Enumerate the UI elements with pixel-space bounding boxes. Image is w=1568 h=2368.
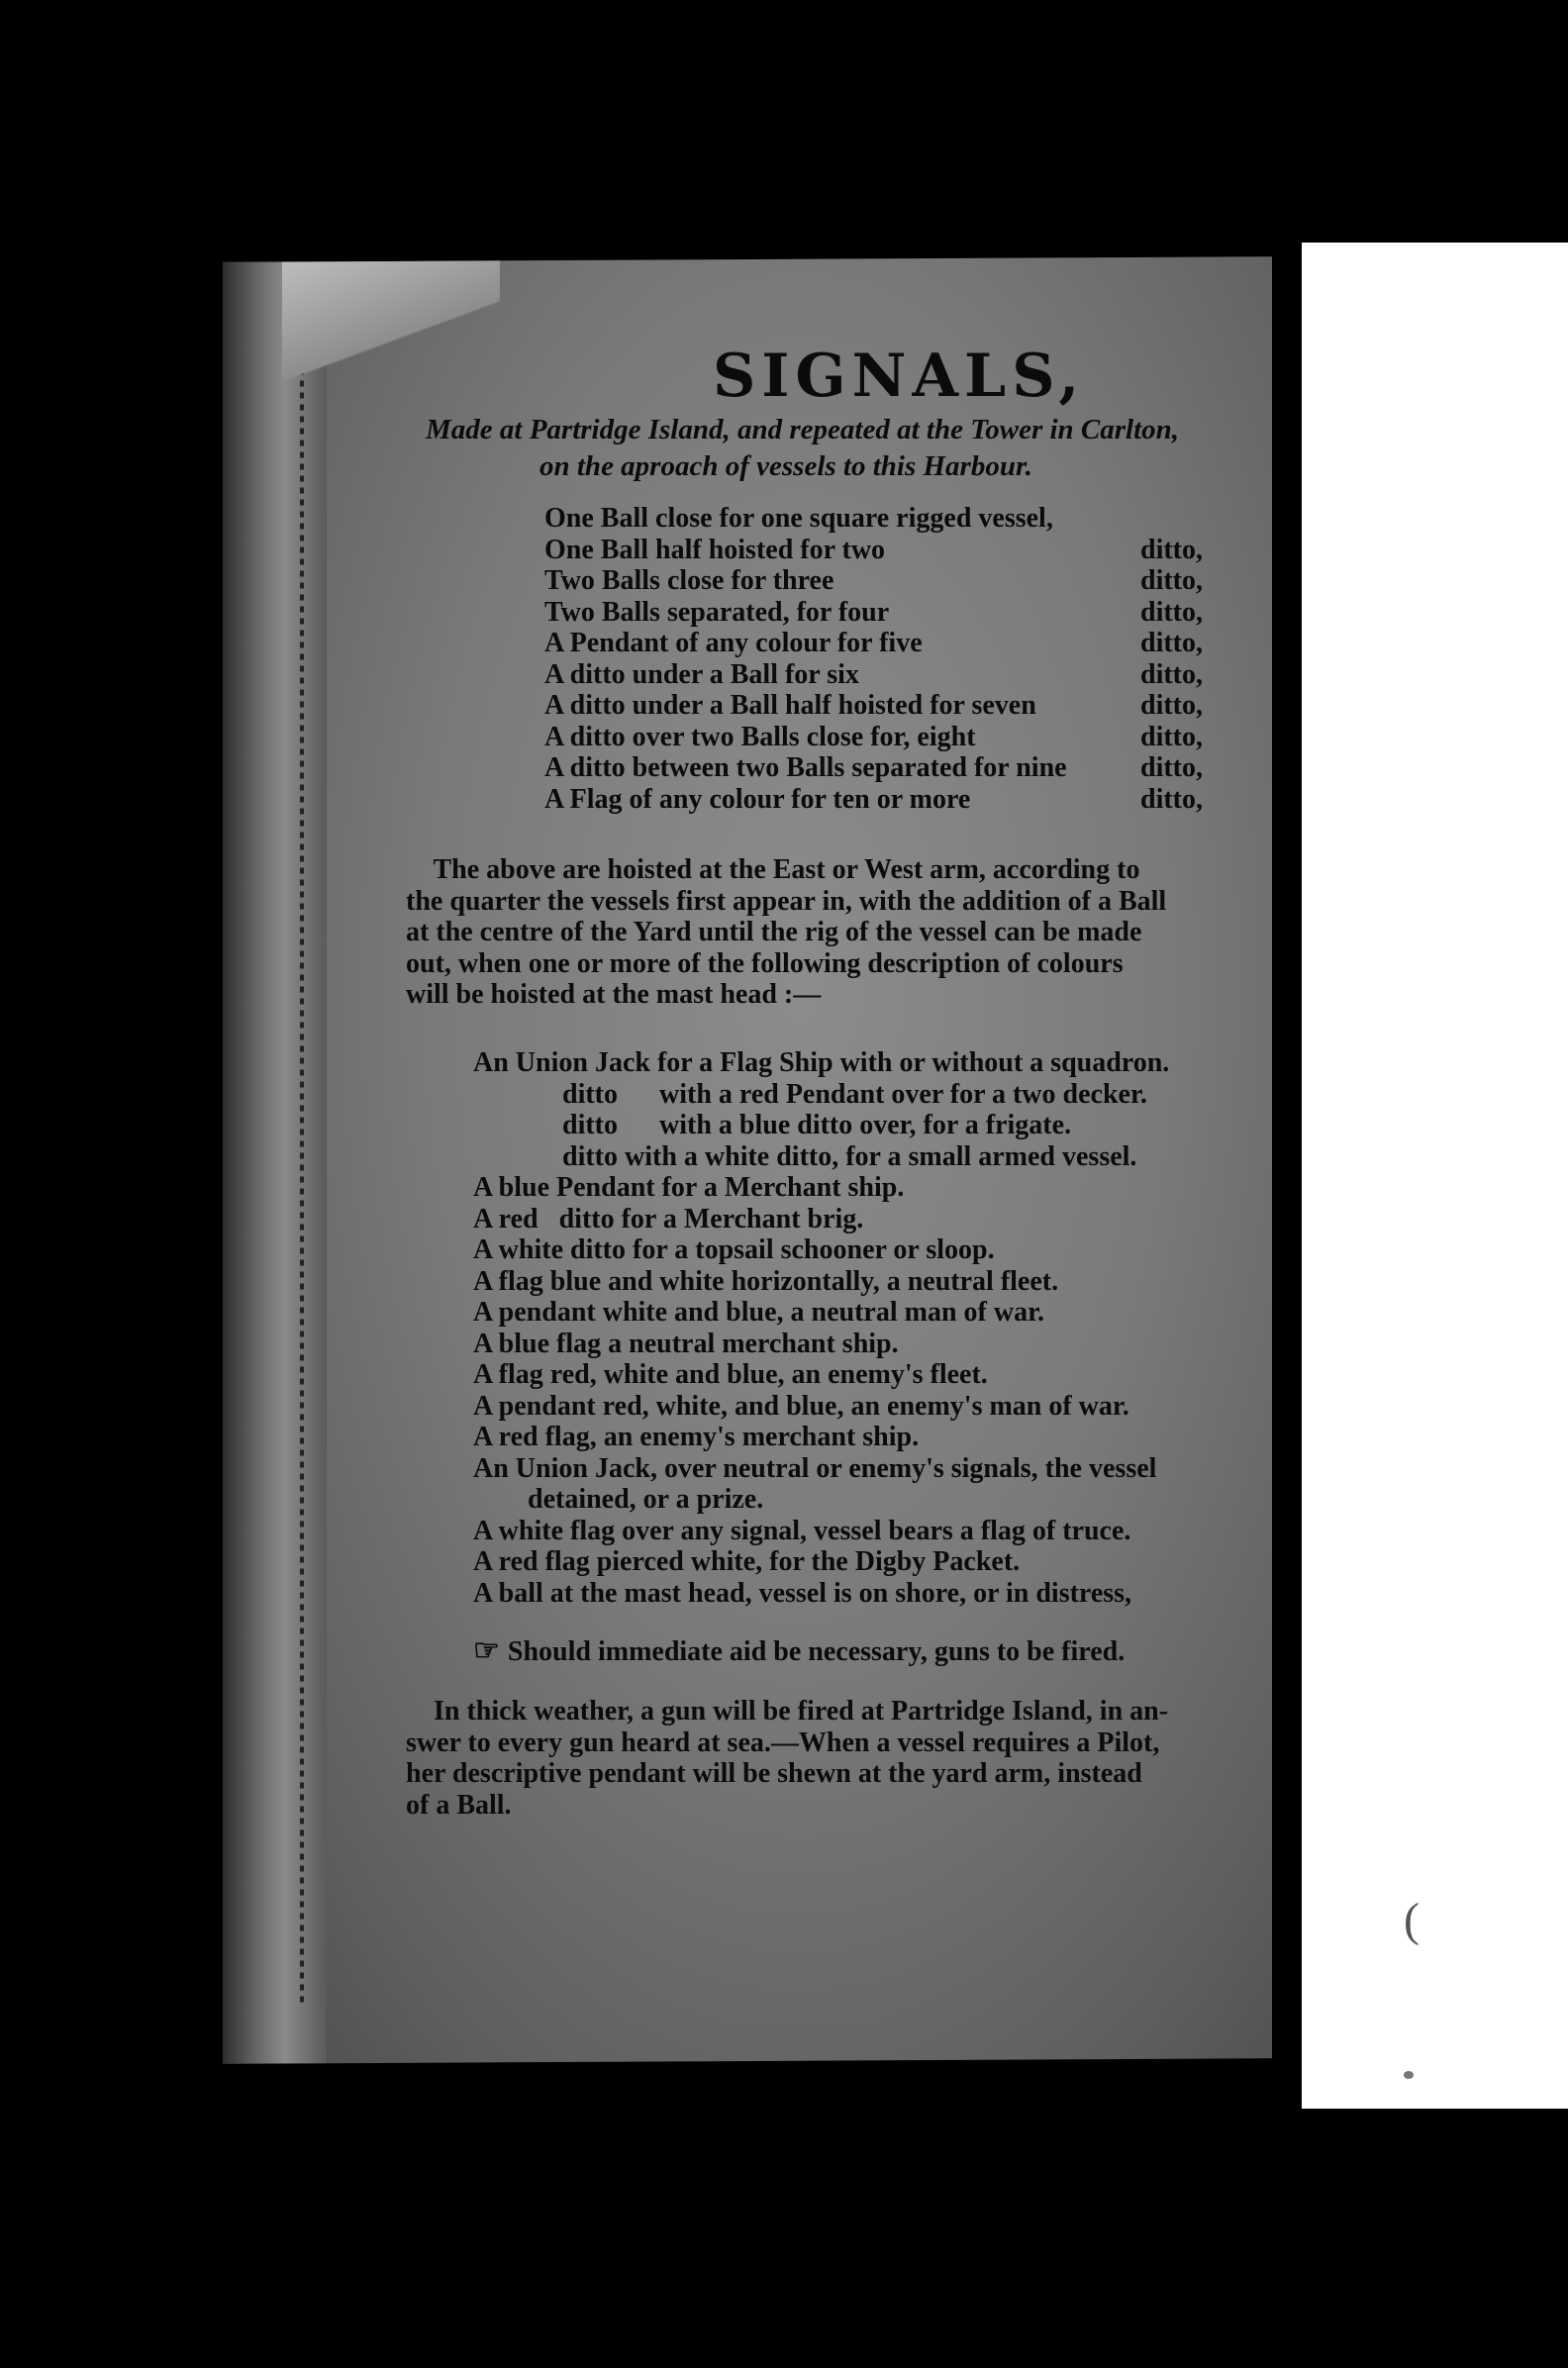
signal-row (544, 722, 1203, 753)
colour-signal-line: A blue Pendant for a Merchant ship. (473, 1172, 905, 1203)
signal-ditto: ditto, (1140, 534, 1203, 565)
facing-page-mark: ( (1404, 1894, 1420, 1946)
paragraph-line: out, when one or more of the following description of colours (406, 947, 1124, 979)
colour-signal-line: An Union Jack, over neutral or enemy's signals, the vessel (473, 1452, 1157, 1484)
paragraph-line: the quarter the vessels first appear in, with the addition of a Ball (406, 885, 1167, 917)
signal-description: A ditto over two Balls close for, eight (544, 721, 976, 752)
signal-ditto: ditto, (1140, 565, 1203, 596)
colour-list (473, 1047, 1169, 1609)
colour-signal-line: detained, or a prize. (528, 1484, 764, 1515)
signal-description: A ditto between two Balls separated for nine (544, 752, 1067, 783)
signal-ditto: ditto, (1140, 690, 1203, 721)
colour-signal-line: A white flag over any signal, vessel bears a flag of truce. (473, 1515, 1131, 1546)
colour-signal-line: A blue flag a neutral merchant ship. (473, 1328, 899, 1359)
signal-ditto: ditto, (1140, 721, 1203, 752)
signal-description: One Ball close for one square rigged vessel, (544, 503, 1053, 534)
colour-signal-line: A pendant red, white, and blue, an enemy's man of war. (473, 1390, 1129, 1422)
pointer-note-text: Should immediate aid be necessary, guns to be fired. (507, 1636, 1126, 1667)
signal-row (544, 784, 1203, 816)
paragraph-line: her descriptive pendant will be shewn at the yard arm, instead (406, 1758, 1142, 1789)
colour-signal-line: A red flag, an enemy's merchant ship. (473, 1422, 920, 1452)
signal-description: A ditto under a Ball for six (544, 658, 859, 690)
signal-row (544, 752, 1203, 784)
colour-signal-line: A red ditto for a Merchant brig. (473, 1203, 864, 1234)
facing-page-edge (1302, 243, 1568, 2109)
signal-description: A ditto under a Ball half hoisted for seven (544, 690, 1036, 721)
subtitle-line-1: Made at Partridge Island, and repeated at the Tower in Carlton, (426, 414, 1180, 445)
page-title: SIGNALS, (713, 342, 1086, 411)
paragraph-line: In thick weather, a gun will be fired at Partridge Island, in an- (406, 1696, 1169, 1727)
signal-ditto: ditto, (1140, 628, 1203, 658)
paragraph-line: of a Ball. (406, 1789, 512, 1821)
torn-corner (282, 260, 500, 380)
signal-row (544, 565, 1203, 597)
colour-signal-line: A flag blue and white horizontally, a neutral fleet. (473, 1265, 1059, 1297)
colour-signal-line: ditto with a blue ditto over, for a frigate. (562, 1110, 1072, 1140)
pointer-note (473, 1633, 1125, 1668)
colour-signal-line: ditto with a red Pendant over for a two decker. (562, 1078, 1147, 1110)
subtitle-line-2: on the aproach of vessels to this Harbour. (539, 450, 1032, 482)
colour-signal-line: A flag red, white and blue, an enemy's fleet. (473, 1359, 988, 1390)
pointing-hand-icon: ☞ (473, 1634, 500, 1667)
signal-row (544, 628, 1203, 659)
colour-signal-line: ditto with a white ditto, for a small armed vessel. (562, 1140, 1137, 1172)
signal-description: Two Balls separated, for four (544, 596, 890, 628)
signal-row (544, 503, 1203, 535)
paragraph-line: swer to every gun heard at sea.—When a vessel requires a Pilot, (406, 1727, 1160, 1758)
paragraph-weather (406, 1696, 1168, 1821)
signal-ditto: ditto, (1140, 658, 1203, 690)
colour-signal-line: An Union Jack for a Flag Ship with or without a squadron. (473, 1047, 1170, 1078)
facing-page-speck (1404, 2071, 1414, 2079)
signal-description: A Pendant of any colour for five (544, 628, 923, 658)
paragraph-arms (406, 854, 1166, 1011)
signal-row (544, 690, 1203, 722)
colour-signal-line: A pendant white and blue, a neutral man of war. (473, 1297, 1044, 1328)
signal-description: Two Balls close for three (544, 565, 834, 596)
signal-ditto: ditto, (1140, 596, 1203, 628)
signal-row (544, 535, 1203, 566)
book-spine (223, 261, 327, 2064)
paragraph-line: will be hoisted at the mast head :— (406, 979, 822, 1010)
paragraph-line: The above are hoisted at the East or West arm, according to (406, 854, 1140, 885)
colour-signal-line: A white ditto for a topsail schooner or sloop. (473, 1234, 995, 1265)
signal-ditto: ditto, (1140, 752, 1203, 783)
signal-row (544, 597, 1203, 629)
paragraph-line: at the centre of the Yard until the rig of the vessel can be made (406, 917, 1142, 947)
signal-row (544, 659, 1203, 691)
signal-description: A Flag of any colour for ten or more (544, 783, 971, 815)
spine-stitching (300, 321, 304, 2004)
signal-list (544, 503, 1203, 815)
colour-signal-line: A red flag pierced white, for the Digby Packet. (473, 1546, 1021, 1577)
signal-description: One Ball half hoisted for two (544, 534, 886, 565)
signal-ditto: ditto, (1140, 783, 1203, 815)
colour-signal-line: A ball at the mast head, vessel is on shore, or in distress, (473, 1577, 1132, 1609)
